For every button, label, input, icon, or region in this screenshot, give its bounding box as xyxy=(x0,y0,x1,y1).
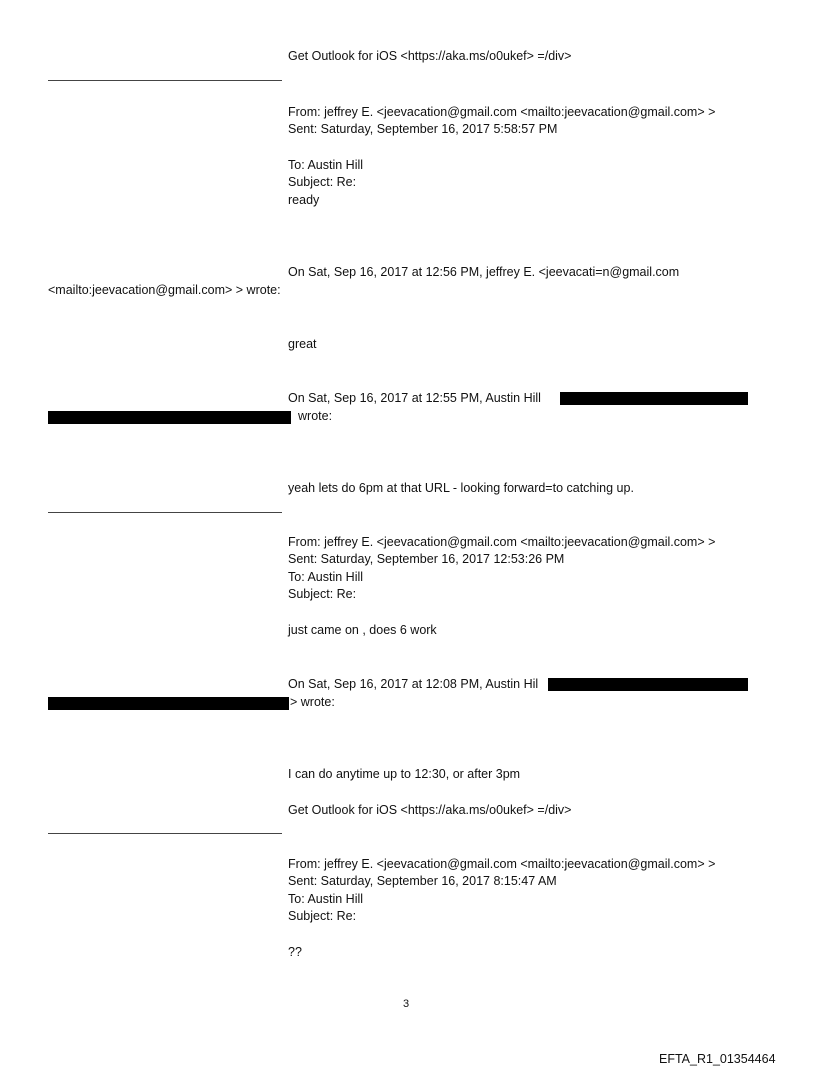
header-sent: Sent: Saturday, September 16, 2017 12:53:26 PM xyxy=(288,552,565,566)
quote-attribution-cont: > wrote: xyxy=(290,695,335,709)
outlook-signature: Get Outlook for iOS <https://aka.ms/o0ukef> =/div> xyxy=(288,49,572,63)
header-to: To: Austin Hill xyxy=(288,158,364,172)
quote-attribution: On Sat, Sep 16, 2017 at 12:08 PM, Austin Hil xyxy=(288,677,539,691)
bates-number: EFTA_R1_01354464 xyxy=(659,1052,776,1066)
header-from: From: jeffrey E. <jeevacation@gmail.com <mailto:jeevacation@gmail.com> > xyxy=(288,535,716,549)
redaction-bar xyxy=(560,392,748,405)
header-subject: Subject: Re: xyxy=(288,587,357,601)
redaction-bar xyxy=(48,697,289,710)
message-body: yeah lets do 6pm at that URL - looking forward=to catching up. xyxy=(288,481,634,495)
quote-attribution-cont: wrote: xyxy=(298,409,333,423)
quote-attribution-cont: <mailto:jeevacation@gmail.com> > wrote: xyxy=(48,283,281,297)
separator-rule xyxy=(48,512,282,513)
separator-rule xyxy=(48,80,282,81)
header-subject: Subject: Re: xyxy=(288,175,357,189)
header-from: From: jeffrey E. <jeevacation@gmail.com <mailto:jeevacation@gmail.com> > xyxy=(288,105,716,119)
quote-attribution: On Sat, Sep 16, 2017 at 12:56 PM, jeffrey E. <jeevacati=n@gmail.com xyxy=(288,265,680,279)
header-from: From: jeffrey E. <jeevacation@gmail.com <mailto:jeevacation@gmail.com> > xyxy=(288,857,716,871)
quote-attribution: On Sat, Sep 16, 2017 at 12:55 PM, Austin Hill xyxy=(288,391,541,405)
redaction-bar xyxy=(548,678,748,691)
header-to: To: Austin Hill xyxy=(288,570,364,584)
outlook-signature: Get Outlook for iOS <https://aka.ms/o0ukef> =/div> xyxy=(288,803,572,817)
message-body: ?? xyxy=(288,945,302,959)
separator-rule xyxy=(48,833,282,834)
header-sent: Sent: Saturday, September 16, 2017 8:15:47 AM xyxy=(288,874,557,888)
message-body: I can do anytime up to 12:30, or after 3pm xyxy=(288,767,521,781)
message-body: ready xyxy=(288,193,320,207)
header-sent: Sent: Saturday, September 16, 2017 5:58:57 PM xyxy=(288,122,558,136)
redaction-bar xyxy=(48,411,291,424)
page-number: 3 xyxy=(403,998,410,1010)
message-body: just came on , does 6 work xyxy=(288,623,437,637)
message-body: great xyxy=(288,337,317,351)
header-to: To: Austin Hill xyxy=(288,892,364,906)
header-subject: Subject: Re: xyxy=(288,909,357,923)
